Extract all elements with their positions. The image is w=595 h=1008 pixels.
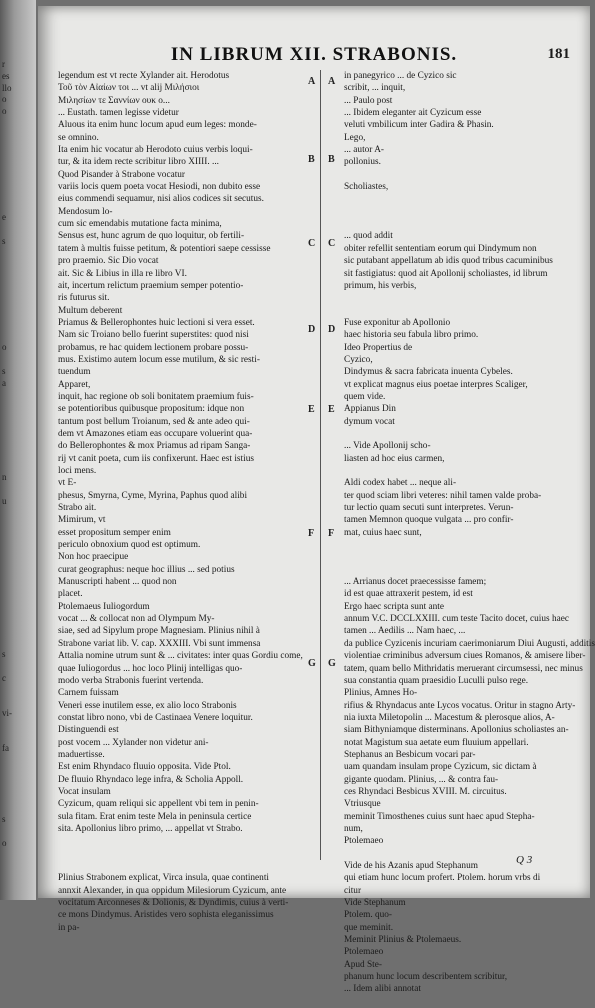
text-line [344,465,576,477]
section-marker-right: E [328,404,335,415]
strip-line [2,402,32,411]
strip-line [2,485,32,494]
strip-line [2,721,32,730]
strip-line [2,331,32,340]
section-marker-right: D [328,324,336,335]
text-line [344,996,576,1008]
strip-line [2,626,32,635]
text-line: nia iuxta Miletopolin ... Macestum & plerosque alios, A- [344,712,555,723]
text-line: tantum post bellum Troianum, sed & ante adeo qui- [58,416,250,427]
strip-line: fa [2,743,9,754]
strip-line [2,780,32,789]
text-line: citur [344,885,362,896]
text-line: ... Paulo post [344,95,393,106]
text-line: dem vt Amazones etiam eas occupare voluerint qua- [58,428,253,439]
text-line: esset propositum semper enim [58,527,171,538]
text-line: variis locis quem poeta vocat Hesiodi, non dubito esse [58,182,261,193]
strip-line: s [2,236,6,246]
text-line: Attalia nomine utrum sunt & ... civitates: inter quas Gordiu come, [58,651,303,662]
text-line: pollonius. [344,157,381,168]
text-line: haec historia seu fabula libro primo. [344,330,479,341]
section-marker-right: C [328,238,336,249]
text-line: Sensus est, hunc agrum de quo loquitur, ob fertili- [58,231,245,242]
text-line: sit fastigiatus: quod ait Apollonij scholiastes, id librum [344,268,548,279]
strip-line [2,461,32,470]
text-line: inquit, hac regione ob soli bonitatem praemium fuis- [58,391,254,402]
text-line [344,848,576,860]
text-line: legendum est vt recte Xylander ait. Herodotus [58,71,230,81]
text-line: gigante quodam. Plinius, ... & contra fau- [344,774,499,785]
strip-line [2,308,32,317]
section-marker-left: D [308,324,316,335]
text-line [344,206,576,218]
text-line [344,305,576,317]
text-line: vt explicat magnus eius poetae interpres Scaliger, [344,379,528,390]
text-line: qui etiam hunc locum profert. Ptolem. horum vrbs di [344,873,541,884]
text-line: liasten ad hoc eius carmen, [344,453,445,464]
text-line: loci mens. [58,466,97,476]
strip-line [2,438,32,447]
strip-line [2,296,32,305]
strip-line [2,520,32,529]
strip-line [2,225,32,234]
text-line: Aluous ita enim hunc locum apud eum leges: monde- [58,120,257,131]
text-line: Multum deberent [58,305,123,316]
strip-line [2,532,32,541]
strip-line [2,697,32,706]
section-marker-right: G [328,658,336,669]
text-line [344,551,576,563]
text-line: sita. Apollonius libro primo, ... appellat vt Strabo. [58,823,243,834]
text-line: Τοῦ τὸν Αἰαίων τοι ... vt alij Μιλήσιοι [58,83,200,94]
text-line: ... quod addit [344,231,393,242]
text-line: tur lectio quam secuti sunt interpretes. Verun- [344,503,514,514]
strip-line [2,567,32,576]
strip-line [2,320,32,329]
strip-line [2,508,32,517]
strip-line [2,591,32,600]
strip-line: c [2,672,6,683]
adjacent-page-strip [0,0,36,900]
text-line: siam Bithyniamque disterminans. Apollonius scholiastes an- [344,725,569,736]
text-line [344,292,576,304]
text-line: ... autor A- [344,145,385,156]
strip-line [2,202,32,211]
section-marker-left: C [308,238,316,249]
text-line: constat libro nono, vbi de Castinaea Venere loquitur. [58,712,253,723]
text-line: Apparet, [58,379,91,390]
strip-line [2,768,32,777]
strip-line [2,249,32,258]
text-line: Ergo haec scripta sunt ante [344,601,444,612]
strip-line [2,119,32,128]
text-line: Fuse exponitur ab Apollonio [344,317,451,328]
text-line: vt E- [58,478,77,489]
strip-line [2,851,32,860]
text-line: dymum vocat [344,416,395,427]
text-line: Ptolemaeo [344,836,384,847]
text-line: ris futurus sit. [58,293,110,304]
strip-line [2,792,32,801]
page-number: 181 [547,46,570,62]
section-marker-right: B [328,154,335,165]
strip-line [2,603,32,612]
text-line [58,860,298,872]
text-line: post vocem ... Xylander non videtur ani- [58,737,209,748]
text-line: vocitatum Arconneses & Dolionis, & Dyndimis, cuius à verti- [58,898,289,909]
text-line: id est quae attraxerit pestem, id est [344,589,473,600]
strip-line [2,756,32,765]
text-line: placet. [58,589,83,600]
text-line: sic putabant appellatum ab idis quod tribus cacuminibus [344,256,553,267]
strip-line: o [2,837,7,848]
text-line: mus. Existimo autem locum esse mutilum, & sic resti- [58,354,260,365]
strip-line: o [2,94,7,105]
text-line: Mendosum lo- [58,206,113,217]
text-line: do Bellerophontes & mox Priamus ad ripam Sanga- [58,441,251,452]
text-line: Veneri esse inutilem esse, ex alio loco Strabonis [58,700,237,711]
text-line: eius commendi sequamur, nisi alios codices sit secutus. [58,194,264,205]
book-page [38,6,595,995]
text-line: maduertisse. [58,749,105,760]
text-line: se potentioribus quibusque propositum: idque non [58,404,245,415]
text-line [58,835,298,847]
column-rule [320,70,321,860]
text-line: tuendum [58,367,91,378]
strip-line [2,143,32,152]
text-line: ce mons Dindymus. Aristides vero sophista eleganissimus [58,910,274,921]
text-line: se omnino. [58,132,99,143]
running-title: IN LIBRUM XII. STRABONIS. [170,44,458,65]
strip-line [2,449,32,458]
text-line: in pa- [58,922,80,933]
text-line: ... Ibidem eleganter ait Cyzicum esse [344,108,482,119]
text-line: Meminit Plinius & Ptolemaeus. [344,935,462,946]
strip-line [2,390,32,399]
text-line: Dindymus & sacra fabricata inuenta Cybeles. [344,367,513,378]
strip-line [2,261,32,270]
text-line: siae, sed ad Sipylum prope Magnesiam. Plinius nihil à [58,626,260,637]
text-line: Cyzicum, quam reliqui sic appellent vbi tem in penin- [58,799,259,810]
text-line: Vocat insulam [58,786,111,797]
text-line: Apud Ste- [344,959,382,970]
strip-line: vi- [2,708,12,718]
section-marker-left: A [308,76,316,87]
text-line: notat Magistum sua aetate eum fluuium appellari. [344,737,529,748]
section-marker-left: G [308,658,316,669]
text-line: curat geographus: neque hoc illius ... sed potius [58,564,235,575]
text-line: Ita enim hic vocatur ab Herodoto cuius verbis loqui- [58,145,253,156]
text-line: num, [344,823,363,834]
text-line: obiter refellit sententiam eorum qui Dindymum non [344,243,537,254]
strip-line: s [2,365,6,376]
text-line [58,848,298,860]
text-line: Scholiastes, [344,182,389,193]
text-line: Ptolem. quo- [344,910,393,921]
text-line: tamen ... Aedilis ... Nam haec, ... [344,626,466,637]
strip-line: a [2,377,6,388]
section-marker-right: F [328,528,335,539]
text-line [344,428,576,440]
section-marker-left: E [308,404,315,415]
text-line: Cyzico, [344,354,373,365]
strip-line [2,827,32,836]
strip-line [2,556,32,565]
strip-line [2,862,32,871]
text-line: ait, incertum relictum praemium semper potentio- [58,280,244,291]
text-line: pro praemio. Sic Dio vocat [58,256,159,267]
text-line: Quod Pisander à Strabone vocatur [58,169,186,180]
text-line: annxit Alexander, in qua oppidum Milesiorum Cyzicum, ante [58,885,287,896]
strip-line: o [2,106,7,117]
strip-line [2,638,32,647]
strip-line [2,154,32,163]
text-line: tamen Memnon quoque vulgata ... pro confir- [344,515,514,526]
section-marker-left: F [308,528,315,539]
strip-line: s [2,814,6,825]
text-line: Carnem fuissam [58,688,119,699]
text-line: ter quod sciam libri veteres: nihil tamen valde proba- [344,490,542,501]
text-line [344,564,576,576]
left-column [58,70,303,933]
text-line: probamus, re hac quidem lectionem probare possu- [58,342,249,353]
strip-line [2,178,32,187]
text-line: phesus, Smyrna, Cyme, Myrina, Paphus quod alibi [58,490,248,501]
strip-line: o [2,342,7,353]
text-line: vocat ... & collocat non ad Olympum My- [58,614,215,625]
strip-line [2,685,32,694]
text-line: Appianus Din [344,404,396,415]
text-line: veluti vmbilicum inter Gadira & Phasin. [344,120,494,131]
text-line: Strabo ait. [58,503,97,514]
strip-line [2,166,32,175]
strip-line: r [2,59,5,69]
text-line [344,193,576,205]
text-line: Vide de his Azanis apud Stephanum [344,861,478,871]
text-line: ces Rhyndaci Besbicus XVIII. M. circuitus. [344,786,507,797]
strip-line: llo [2,82,12,93]
text-line: ... Arrianus docet praecessisse famem; [344,577,487,588]
text-line: periculo obnoxium quod est optimum. [58,540,201,551]
strip-line [2,615,32,624]
text-line: Stephanus an Besbicum vocari par- [344,749,476,760]
text-line: Distinguendi est [58,725,119,736]
text-line: Vtriusque [344,799,381,810]
text-line: Vide Stephanum [344,898,406,909]
text-line: Ideo Propertius de [344,342,413,353]
strip-line [2,272,32,281]
text-line: Aldi codex habet ... neque ali- [344,478,457,489]
text-line: tatem à multis fuisse petitum, & potentiori saepe cessisse [58,243,271,254]
text-line: Plinius Strabonem explicat, Virca insula, quae continenti [58,873,269,884]
text-line: meminit Timosthenes cuius sunt haec apud Stepha- [344,811,535,822]
text-line: ait. Sic & Libius in illa re libro VI. [58,268,187,279]
text-line: Non hoc praecipue [58,552,129,563]
strip-line: es [2,70,10,81]
text-line: ... Eustath. tamen legisse videtur [58,108,179,119]
strip-line [2,733,32,742]
text-line: Nam sic Troiano bello fuerint superstites: quod nisi [58,330,249,341]
strip-line [2,874,32,883]
strip-line: s [2,649,6,659]
text-line: tatem, quam bello Mithridatis meruerant circumsessi, nec minus [344,663,583,674]
text-line: uam quandam insulam prope Cyzicum, sic dictam à [344,762,537,773]
text-line: rifius & Rhyndacus ante Lycos vocatus. Oritur in stagno Arty- [344,700,576,711]
text-line: phanum hunc locum describentem scribitur, [344,972,508,983]
strip-line: e [2,212,6,223]
strip-line: u [2,495,7,506]
strip-line [2,414,32,423]
text-line: Est enim Rhyndaco fluuio opposita. Vide Ptol. [58,762,231,773]
text-line: primum, his verbis, [344,280,417,291]
text-line: Priamus & Bellerophontes huic lectioni si vera esset. [58,317,255,328]
text-line: da publice Cyzicenis incuriam caerimoniarum Diui Augusti, additis [344,638,595,649]
text-line: Strabone variat lib. V. cap. XXXIII. Vbi sunt immensa [58,638,261,649]
strip-line [2,190,32,199]
text-line: sua constantia quam praesidio Luculli pulso rege. [344,675,529,686]
strip-line [2,131,32,140]
text-line: sula fitam. Erat enim teste Mela in peninsula certice [58,811,252,822]
text-line: Ptolemaeus Iuliogordum [58,601,150,612]
strip-line [2,579,32,588]
text-line: violentiae criminibus adversum ciues Romanos, & amisere liber- [344,651,586,662]
text-line: scribit, ... inquit, [344,83,406,94]
text-line: quae Iuliogordus ... hoc loco Plinij intelligas quo- [58,663,243,674]
text-line: Plinius, Amnes Ho- [344,688,418,699]
text-line: ... Idem alibi annotat [344,984,421,995]
text-line: Lego, [344,132,366,143]
text-line: tur, & ita idem recte scribitur libro XIIII. ... [58,157,219,168]
text-line: cum sic emendabis mutatione facta minima, [58,219,222,230]
strip-line [2,803,32,812]
text-line: Μιλησίων τε Σαννίων ουκ ο... [58,95,170,106]
section-marker-right: A [328,76,336,87]
text-line: Manuscripti habent ... quod non [58,577,177,588]
text-line [344,218,576,230]
text-line: Mimirum, vt [58,515,106,526]
text-line: De fluuio Rhyndaco lege infra, & Scholia Appoll. [58,774,244,785]
strip-line: n [2,472,7,482]
text-line: ... Vide Apollonij scho- [344,441,431,452]
strip-line [2,355,32,364]
strip-line [2,544,32,553]
signature-mark: Q 3 [516,854,533,866]
text-line: in panegyrico ... de Cyzico sic [344,71,457,81]
text-line [344,169,576,181]
strip-line [2,284,32,293]
strip-line [2,662,32,671]
text-line [344,539,576,551]
text-line: mat, cuius haec sunt, [344,527,422,538]
text-line: annum V.C. DCCLXXIII. cum teste Tacito docet, cuius haec [344,614,570,625]
text-line: que meminit. [344,922,394,933]
text-line: modo verba Strabonis fuerint vertenda. [58,675,204,686]
text-line: rij vt canit poeta, cum iis confixerunt. Haec est istius [58,453,254,464]
section-marker-left: B [308,154,315,165]
strip-line [2,426,32,435]
text-line: quem vide. [344,391,386,402]
text-line: Ptolemaeo [344,947,384,958]
